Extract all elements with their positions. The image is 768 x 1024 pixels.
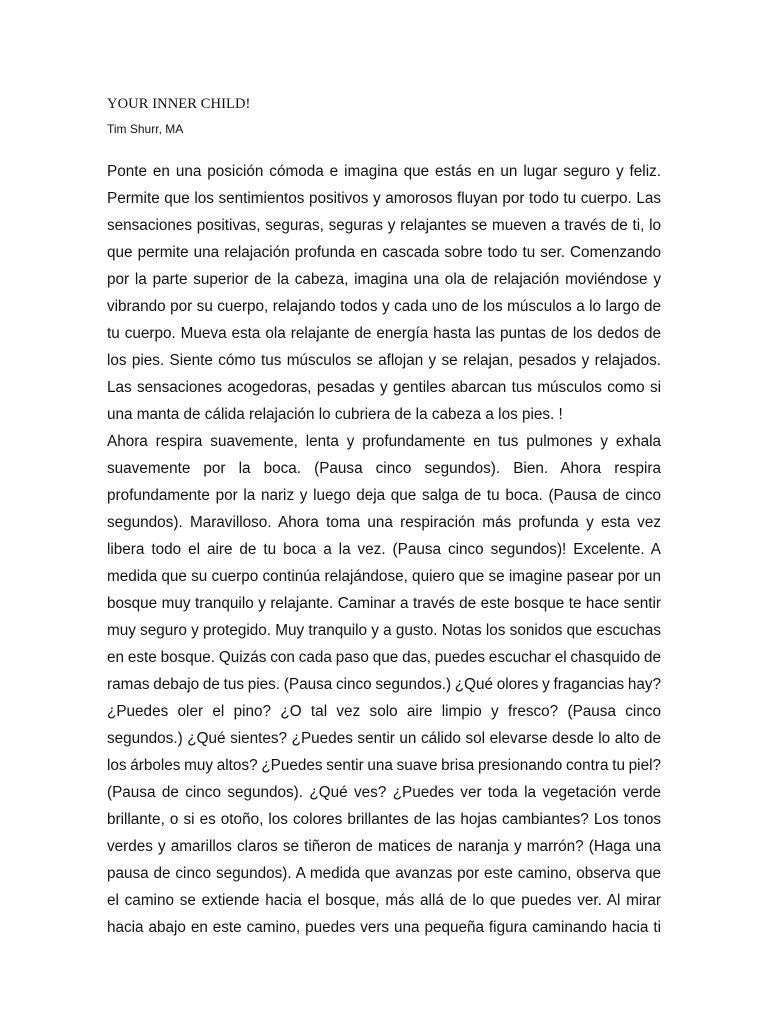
document-title: YOUR INNER CHILD! xyxy=(107,96,251,112)
text-line: Las sensaciones acogedoras, pesadas y gentiles abarcan tus músculos como si xyxy=(107,379,661,396)
text-line: ramas debajo de tus pies. (Pausa cinco segundos.) ¿Qué olores y fragancias hay? xyxy=(107,676,661,693)
text-line: verdes y amarillos claros se tiñeron de matices de naranja y marrón? (Haga una xyxy=(107,838,661,855)
text-line: ¿Puedes oler el pino? ¿O tal vez solo aire limpio y fresco? (Pausa cinco xyxy=(107,703,661,720)
text-line: en este bosque. Quizás con cada paso que das, puedes escuchar el chasquido de xyxy=(107,649,661,666)
text-line: Ahora respira suavemente, lenta y profundamente en tus pulmones y exhala xyxy=(107,433,661,450)
text-line: una manta de cálida relajación lo cubriera de la cabeza a los pies. ! xyxy=(107,406,563,423)
text-line: vibrando por su cuerpo, relajando todos y cada uno de los músculos a lo largo de xyxy=(107,298,661,315)
text-line: Permite que los sentimientos positivos y amorosos fluyan por todo tu cuerpo. Las xyxy=(107,190,661,207)
document-body xyxy=(107,158,661,941)
text-line: profundamente por la nariz y luego deja que salga de tu boca. (Pausa de cinco xyxy=(107,487,661,504)
text-line: pausa de cinco segundos). A medida que avanzas por este camino, observa que xyxy=(107,865,661,882)
text-line: Ponte en una posición cómoda e imagina que estás en un lugar seguro y feliz. xyxy=(107,163,661,180)
text-line: tu cuerpo. Mueva esta ola relajante de energía hasta las puntas de los dedos de xyxy=(107,325,661,342)
text-line: los árboles muy altos? ¿Puedes sentir una suave brisa presionando contra tu piel? xyxy=(107,757,661,774)
text-line: muy seguro y protegido. Muy tranquilo y a gusto. Notas los sonidos que escuchas xyxy=(107,622,661,639)
text-line: los pies. Siente cómo tus músculos se aflojan y se relajan, pesados y relajados. xyxy=(107,352,661,369)
text-line: segundos.) ¿Qué sientes? ¿Puedes sentir un cálido sol elevarse desde lo alto de xyxy=(107,730,661,747)
text-line: bosque muy tranquilo y relajante. Caminar a través de este bosque te hace sentir xyxy=(107,595,661,612)
document-page xyxy=(107,92,661,941)
text-line: (Pausa de cinco segundos). ¿Qué ves? ¿Puedes ver toda la vegetación verde xyxy=(107,784,661,801)
text-line: hacia abajo en este camino, puedes vers una pequeña figura caminando hacia ti xyxy=(107,919,661,936)
text-line: sensaciones positivas, seguras, seguras y relajantes se mueven a través de ti, lo xyxy=(107,217,661,234)
text-line: por la parte superior de la cabeza, imagina una ola de relajación moviéndose y xyxy=(107,271,661,288)
text-line: el camino se extiende hacia el bosque, más allá de lo que puedes ver. Al mirar xyxy=(107,892,661,909)
text-line: suavemente por la boca. (Pausa cinco segundos). Bien. Ahora respira xyxy=(107,460,661,477)
text-line: brillante, o si es otoño, los colores brillantes de las hojas cambiantes? Los tonos xyxy=(107,811,661,828)
document-author: Tim Shurr, MA xyxy=(107,122,184,136)
text-line: segundos). Maravilloso. Ahora toma una respiración más profunda y esta vez xyxy=(107,514,661,531)
text-line: libera todo el aire de tu boca a la vez. (Pausa cinco segundos)! Excelente. A xyxy=(107,541,661,558)
text-line: que permite una relajación profunda en cascada sobre todo tu ser. Comenzando xyxy=(107,244,661,261)
text-line: medida que su cuerpo continúa relajándose, quiero que se imagine pasear por un xyxy=(107,568,661,585)
